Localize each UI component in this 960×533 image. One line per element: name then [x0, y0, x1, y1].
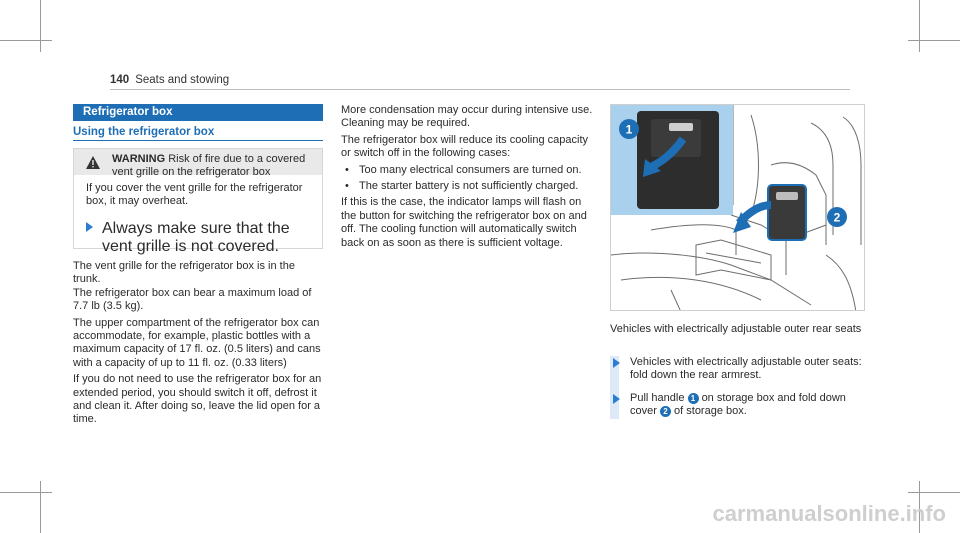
callout-1-inline: 1: [688, 393, 699, 404]
page-header: [110, 74, 229, 86]
section-title: Refrigerator box: [73, 104, 323, 121]
figure-refrigerator-box: [610, 104, 865, 311]
warning-label: WARNING: [112, 153, 166, 165]
step-text: Pull handle: [630, 391, 685, 404]
crop-mark: [40, 481, 41, 533]
header-divider: [110, 89, 850, 90]
paragraph: The vent grille for the refrigerator box is in the trunk.: [73, 260, 295, 286]
instruction-steps: [610, 356, 865, 419]
paragraph: More condensation may occur during intensive use. Cleaning may be required.: [341, 104, 593, 130]
section-name: Seats and stowing: [135, 74, 230, 86]
subheading: Using the refrigerator box: [73, 126, 215, 138]
step-item: [610, 356, 865, 383]
warning-step: [86, 220, 316, 256]
page-number: 140: [110, 74, 130, 86]
crop-mark: [0, 40, 52, 41]
step-text: Vehicles with electrically adjustable outer seats: fold down the rear armrest.: [630, 356, 862, 382]
crop-mark: [919, 0, 920, 52]
step-arrow-icon: [613, 394, 620, 404]
watermark: carmanualsonline.info: [712, 501, 946, 526]
step-arrow-icon: [613, 358, 620, 368]
car-interior-illustration: [611, 105, 865, 311]
step-text: on storage box and fold down cover: [630, 391, 846, 418]
paragraph: The refrigerator box can bear a maximum load of 7.7 lb (3.5 kg).: [73, 286, 312, 313]
crop-mark: [0, 492, 52, 493]
bullet-item: • The starter battery is not sufficiently charged.: [341, 180, 593, 193]
warning-title: [112, 153, 317, 180]
warning-step-text: Always make sure that the vent grille is not covered.: [102, 220, 290, 255]
bullet-item: • Too many electrical consumers are turned on.: [341, 164, 593, 177]
paragraph: The upper compartment of the refrigerator box can accommodate, for example, plastic bottles with a maximum capacity of 17 fl. oz. (0.5 liters) and cans with a capacity of up to 11 fl. oz. (0.33 liters): [73, 316, 321, 369]
middle-column-text: [341, 104, 593, 250]
crop-mark: [908, 40, 960, 41]
callout-1: 1: [625, 122, 633, 137]
callout-2: 2: [833, 210, 841, 225]
warning-triangle-icon: [86, 156, 100, 169]
warning-title-text: Risk of fire due to a covered vent grille on the refrigerator box: [112, 153, 306, 179]
warning-body: If you cover the vent grille for the refrigerator box, it may overheat.: [86, 182, 303, 208]
left-column-text: [73, 260, 323, 427]
step-arrow-icon: [86, 222, 93, 232]
warning-box: [73, 148, 323, 255]
paragraph: The refrigerator box will reduce its cooling capacity or switch off in the following cases:: [341, 133, 589, 160]
step-item: [610, 392, 865, 419]
step-text: of storage box.: [674, 405, 747, 418]
callout-2-inline: 2: [660, 406, 671, 417]
crop-mark: [908, 492, 960, 493]
figure-caption: Vehicles with electrically adjustable outer rear seats: [610, 323, 862, 335]
crop-mark: [40, 0, 41, 52]
paragraph: If this is the case, the indicator lamps will flash on the button for switching the refrigerator box on and off. The cooling function will automatically switch back on as soon as there is sufficient voltage.: [341, 196, 587, 249]
paragraph: If you do not need to use the refrigerator box for an extended period, you should switch it off, defrost it and clean it. After doing so, leave the lid open for a time.: [73, 373, 322, 426]
subheading-underline: [73, 140, 323, 141]
